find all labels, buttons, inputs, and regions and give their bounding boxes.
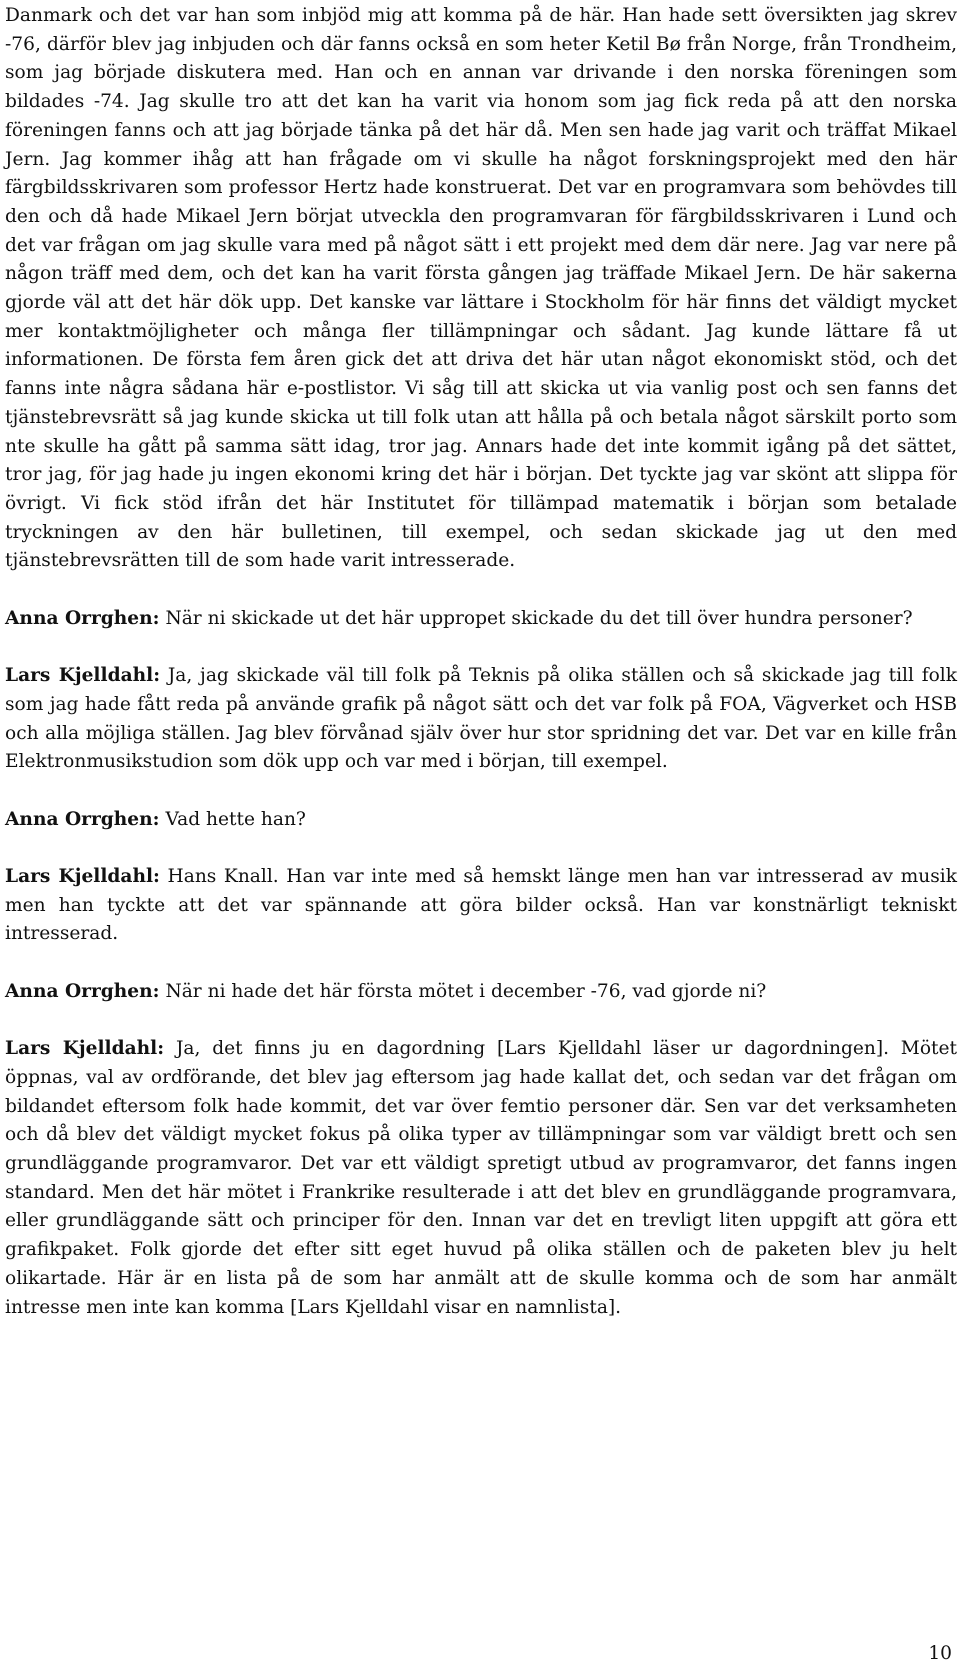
speaker-name: Anna Orrghen: (5, 808, 160, 830)
speaker-name: Anna Orrghen: (5, 607, 160, 629)
exchange-paragraph (5, 863, 957, 949)
exchange-paragraph (5, 1035, 957, 1322)
exchange-paragraph (5, 806, 957, 835)
speaker-name: Lars Kjelldahl: (5, 866, 160, 888)
speech-text: Hans Knall. Han var inte med så hemskt länge men han var intresserad av musik men han tyckte att det var spännande att göra bilder också. Han var konstnärligt tekniskt intresserad. (5, 866, 957, 945)
document-page (5, 2, 957, 1322)
speech-text: När ni skickade ut det här uppropet skickade du det till över hundra personer? (165, 607, 913, 629)
speech-text: När ni hade det här första mötet i december -76, vad gjorde ni? (165, 980, 767, 1002)
speaker-name: Lars Kjelldahl: (5, 665, 161, 687)
exchange-paragraph (5, 605, 957, 634)
speech-text: Ja, det finns ju en dagordning [Lars Kjelldahl läser ur dagordningen]. Mötet öppnas, val av ordförande, det blev jag eftersom jag hade kallat det, och sedan var det frågan om bildandet eftersom folk hade kommit, det var över femtio personer där. Sen var det verksamheten och då blev det väldigt mycket fokus på olika typer av tillämpningar som var väldigt brett och sen grundläggande programvaror. Det var ett väldigt spretigt utbud av programvaror, det fanns ingen standard. Men det här mötet i Frankrike resulterade i att det blev en grundläggande programvara, eller grundläggande sätt och principer för den. Innan var det en trevligt liten uppgift att göra ett grafikpaket. Folk gjorde det efter sitt eget huvud på olika ställen och de paketen blev ju helt olikartade. Här är en lista på de som har anmält att de skulle komma och de som har anmält intresse men inte kan komma [Lars Kjelldahl visar en namnlista]. (5, 1038, 957, 1318)
speech-text: Ja, jag skickade väl till folk på Teknis på olika ställen och så skickade jag till folk som jag hade fått reda på använde grafik på något sätt och det var folk på FOA, Vägverket och HSB och alla möjliga ställen. Jag blev förvånad själv över hur stor spridning det var. Det var en kille från Elektronmusikstudion som dök upp och var med i början, till exempel. (5, 665, 957, 773)
speaker-name: Lars Kjelldahl: (5, 1038, 165, 1060)
intro-paragraph: Danmark och det var han som inbjöd mig att komma på de här. Han hade sett översikten jag skrev -76, därför blev jag inbjuden och där fanns också en som heter Ketil Bø från Norge, från Trondheim, som jag började diskutera med. Han och en annan var drivande i den norska föreningen som bildades -74. Jag skulle tro att det kan ha varit via honom som jag fick reda på att den norska föreningen fanns och att jag började tänka på det här då. Men sen hade jag varit och träffat Mikael Jern. Jag kommer ihåg att han frågade om vi skulle ha något forskningsprojekt med den här färgbildsskrivaren som professor Hertz hade konstruerat. Det var en programvara som behövdes till den och då hade Mikael Jern börjat utveckla den programvaran för färgbildsskrivaren i Lund och det var frågan om jag skulle vara med på något sätt i ett projekt med dem där nere. Jag var nere på någon träff med dem, och det kan ha varit första gången jag träffade Mikael Jern. De här sakerna gjorde väl att det här dök upp. Det kanske var lättare i Stockholm för här finns det väldigt mycket mer kontaktmöjligheter och många fler tillämpningar och sådant. Jag kunde lättare få ut informationen. De första fem åren gick det att driva det här utan något ekonomiskt stöd, och det fanns inte några sådana här e-postlistor. Vi såg till att skicka ut via vanlig post och sen fanns det tjänstebrevsrätt så jag kunde skicka ut till folk utan att hålla på och betala något särskilt porto som nte skulle ha gått på samma sätt idag, tror jag. Annars hade det inte kommit igång på det sättet, tror jag, för jag hade ju ingen ekonomi kring det här i början. Det tyckte jag var skönt att slippa för övrigt. Vi fick stöd ifrån det här Institutet för tillämpad matematik i början som betalade tryckningen av den här bulletinen, till exempel, och sedan skickade jag ut den med tjänstebrevsrätten till de som hade varit intresserade. (5, 5, 957, 572)
speech-text: Vad hette han? (165, 808, 306, 830)
page-number: 10 (928, 1643, 952, 1664)
exchange-paragraph (5, 662, 957, 777)
speaker-name: Anna Orrghen: (5, 980, 160, 1002)
exchange-paragraph (5, 978, 957, 1007)
